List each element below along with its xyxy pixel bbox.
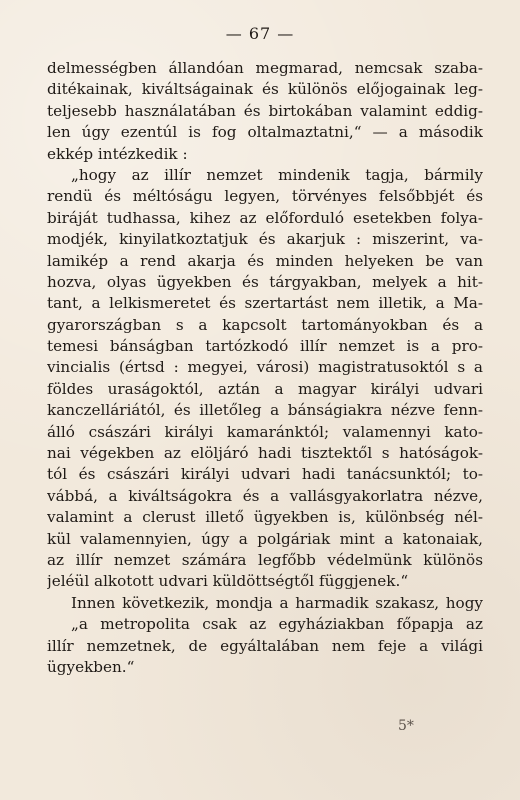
text-line: kanczelláriától, és illetőleg a bánságiakra nézve fenn- <box>47 401 483 420</box>
text-line: nai végekben az elöljáró hadi tisztektől s hatóságok- <box>47 444 483 463</box>
signature-mark: 5* <box>398 718 414 734</box>
text-line: temesi bánságban tartózkodó illír nemzet is a pro- <box>47 337 483 356</box>
text-line: „hogy az illír nemzet mindenik tagja, bármily <box>71 165 483 184</box>
text-line: tól és császári királyi udvari hadi tanácsunktól; to- <box>47 465 483 484</box>
text-line: rendü és méltóságu legyen, törvényes felsőbbjét és <box>47 187 483 206</box>
text-line: vábbá, a kiváltságokra és a vallásgyakorlatra nézve, <box>47 486 483 505</box>
text-line: biráját tudhassa, kihez az előforduló esetekben folya- <box>47 208 483 227</box>
text-line: gyarországban s a kapcsolt tartományokban és a <box>47 315 483 334</box>
text-line: földes uraságoktól, aztán a magyar királyi udvari <box>47 379 483 398</box>
text-line: lamikép a rend akarja és minden helyeken be van <box>47 251 483 270</box>
page-number: — 67 — <box>225 24 295 43</box>
text-line: valamint a clerust illető ügyekben is, különbség nél- <box>47 508 483 527</box>
text-line: teljesebb használatában és birtokában valamint eddig- <box>47 101 483 120</box>
text-line: álló császári királyi kamaránktól; valamennyi kato- <box>47 422 483 441</box>
text-line: delmességben állandóan megmarad, nemcsak szaba- <box>47 59 483 77</box>
text-line: len úgy ezentúl is fog oltalmaztatni,“ — a második <box>47 123 483 142</box>
body-text <box>47 58 483 678</box>
text-line: kül valamennyien, úgy a polgáriak mint a katonaiak, <box>47 529 483 548</box>
text-line: vincialis (értsd : megyei, városi) magistratusoktól s a <box>47 358 483 377</box>
text-line: tant, a lelkismeretet és szertartást nem illetik, a Ma- <box>47 294 483 313</box>
text-line: Innen következik, mondja a harmadik szakasz, hogy <box>71 593 483 612</box>
text-line: ekkép intézkedik : <box>47 144 188 163</box>
text-line: „a metropolita csak az egyháziakban főpapja az <box>71 615 483 634</box>
text-line: hozva, olyas ügyekben és tárgyakban, melyek a hit- <box>47 272 483 291</box>
text-line: az illír nemzet számára legfőbb védelmünk különös <box>47 550 483 569</box>
text-line: ditékainak, kiváltságainak és különös előjogainak leg- <box>47 80 483 99</box>
text-line: jeléül alkotott udvari küldöttségtől függjenek.“ <box>47 572 409 591</box>
text-line: ügyekben.“ <box>47 657 135 676</box>
text-line: modjék, kinyilatkoztatjuk és akarjuk : miszerint, va- <box>47 230 483 249</box>
text-line: illír nemzetnek, de egyáltalában nem feje a világi <box>47 636 483 655</box>
